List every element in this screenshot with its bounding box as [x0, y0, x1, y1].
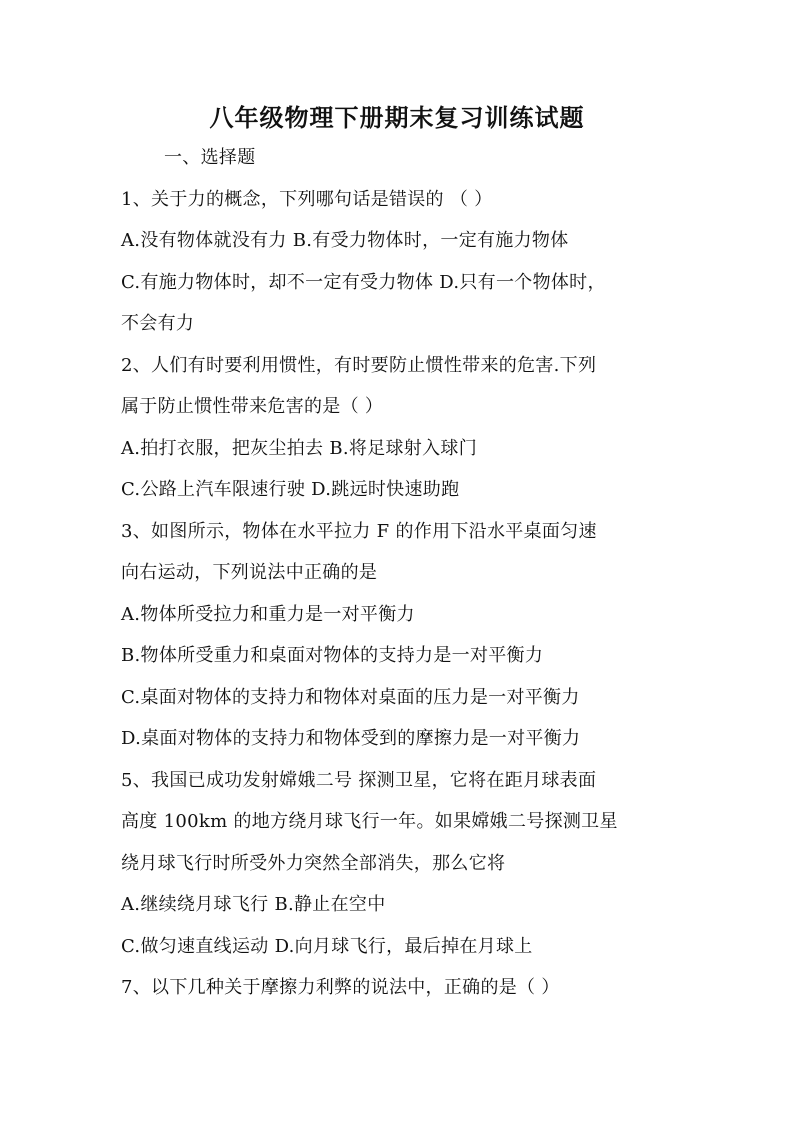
question-line: 5、我国已成功发射嫦娥二号 探测卫星，它将在距月球表面 — [121, 770, 597, 791]
question-line: 1、关于力的概念，下列哪句话是错误的 （ ） — [121, 189, 493, 210]
question-line: 2、人们有时要利用惯性，有时要防止惯性带来的危害.下列 — [121, 355, 597, 376]
question-line: 7、以下几种关于摩擦力利弊的说法中，正确的是（ ） — [121, 977, 560, 998]
question-line: A.没有物体就没有力 B.有受力物体时，一定有施力物体 — [121, 230, 569, 251]
question-line: A.物体所受拉力和重力是一对平衡力 — [121, 604, 415, 625]
question-line: C.桌面对物体的支持力和物体对桌面的压力是一对平衡力 — [121, 687, 580, 708]
question-line: B.物体所受重力和桌面对物体的支持力是一对平衡力 — [121, 645, 544, 666]
section-heading: 一、选择题 — [164, 147, 256, 168]
question-line: 高度 100km 的地方绕月球飞行一年。如果嫦娥二号探测卫星 — [121, 811, 618, 832]
question-line: A.继续绕月球飞行 B.静止在空中 — [121, 894, 386, 915]
question-line: 3、如图所示，物体在水平拉力 F 的作用下沿水平桌面匀速 — [121, 521, 597, 542]
question-line: 属于防止惯性带来危害的是（ ） — [121, 396, 384, 417]
question-line: C.做匀速直线运动 D.向月球飞行，最后掉在月球上 — [121, 936, 533, 957]
question-line: 不会有力 — [121, 313, 195, 334]
question-line: D.桌面对物体的支持力和物体受到的摩擦力是一对平衡力 — [121, 728, 581, 749]
question-line: C.公路上汽车限速行驶 D.跳远时快速助跑 — [121, 479, 460, 500]
question-line: 绕月球飞行时所受外力突然全部消失，那么它将 — [121, 853, 506, 874]
page-title: 八年级物理下册期末复习训练试题 — [209, 104, 585, 132]
question-line: A.拍打衣服，把灰尘拍去 B.将足球射入球门 — [121, 438, 477, 459]
question-line: C.有施力物体时，却不一定有受力物体 D.只有一个物体时， — [121, 272, 606, 293]
question-line: 向右运动，下列说法中正确的是 — [121, 562, 378, 583]
